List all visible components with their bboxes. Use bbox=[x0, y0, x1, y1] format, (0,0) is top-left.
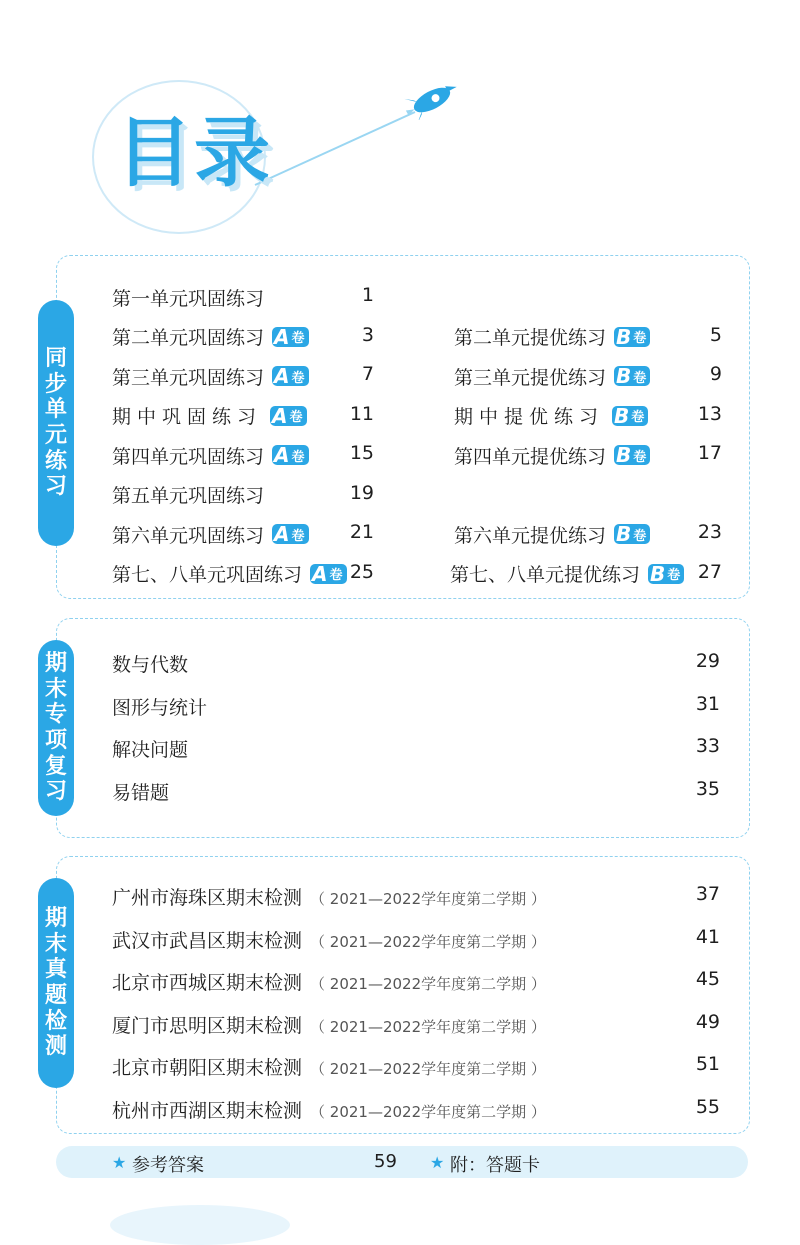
toc-entry[interactable] bbox=[112, 519, 309, 549]
toc-entry-label: 第一单元巩固练习 bbox=[112, 287, 265, 310]
tab-char: 末 bbox=[44, 676, 67, 702]
exam-item-label: 北京市朝阳区期末检测 bbox=[112, 1057, 303, 1080]
volume-letter: B bbox=[650, 561, 666, 586]
toc-entry-page: 13 bbox=[697, 402, 722, 425]
volume-badge bbox=[272, 445, 309, 465]
toc-entry-label: 第五单元巩固练习 bbox=[112, 485, 265, 507]
exam-item[interactable] bbox=[112, 926, 546, 953]
exam-item-page: 45 bbox=[695, 968, 720, 991]
toc-entry[interactable] bbox=[112, 322, 309, 352]
exam-item[interactable] bbox=[112, 1011, 546, 1038]
toc-entry-label: 第二单元巩固练习 bbox=[112, 327, 265, 349]
toc-entry-label: 期中提优练习 bbox=[454, 406, 605, 428]
volume-letter: A bbox=[312, 561, 328, 586]
volume-badge bbox=[648, 561, 684, 586]
volume-letter: B bbox=[614, 403, 630, 428]
volume-badge bbox=[614, 324, 650, 349]
exam-item-term: （ 2021—2022学年度第二学期 ） bbox=[310, 932, 546, 951]
volume-suffix: 卷 bbox=[633, 449, 647, 465]
answers-label[interactable]: 参考答案 bbox=[132, 1155, 204, 1176]
tab-char: 练 bbox=[44, 448, 67, 474]
exam-item-term: （ 2021—2022学年度第二学期 ） bbox=[310, 975, 546, 994]
star-icon: ★ bbox=[430, 1153, 445, 1172]
toc-entry-page: 23 bbox=[697, 521, 722, 543]
review-item-page: 35 bbox=[695, 777, 720, 800]
review-item-page: 31 bbox=[695, 692, 720, 715]
volume-badge bbox=[614, 366, 650, 386]
exam-item-page: 49 bbox=[695, 1010, 720, 1033]
review-item-page: 29 bbox=[695, 650, 720, 672]
tab-char: 测 bbox=[44, 1034, 67, 1060]
review-item[interactable] bbox=[112, 650, 188, 677]
review-item-label: 图形与统计 bbox=[112, 696, 208, 719]
volume-badge bbox=[272, 324, 309, 349]
tab-char: 末 bbox=[44, 931, 67, 957]
toc-entry-page: 25 bbox=[349, 560, 374, 583]
toc-entry-label: 第三单元提优练习 bbox=[454, 366, 607, 389]
review-item-label: 数与代数 bbox=[112, 654, 189, 676]
exam-item-page: 37 bbox=[695, 883, 720, 905]
volume-letter: B bbox=[616, 443, 632, 467]
tab-char: 期 bbox=[44, 906, 67, 932]
answers-page: 59 bbox=[374, 1151, 397, 1172]
exam-item[interactable] bbox=[112, 1096, 546, 1123]
volume-letter: A bbox=[272, 403, 288, 428]
review-item-page: 33 bbox=[695, 735, 720, 757]
toc-entry[interactable] bbox=[454, 440, 650, 470]
tab-char: 题 bbox=[44, 983, 67, 1008]
toc-entry-label: 第四单元巩固练习 bbox=[112, 445, 265, 468]
volume-suffix: 卷 bbox=[633, 370, 647, 386]
volume-badge bbox=[614, 524, 650, 544]
volume-suffix: 卷 bbox=[329, 568, 343, 583]
exam-item-term: （ 2021—2022学年度第二学期 ） bbox=[310, 1017, 546, 1036]
exam-item[interactable] bbox=[112, 883, 546, 910]
toc-entry-page: 7 bbox=[361, 363, 374, 385]
tab-char: 元 bbox=[44, 423, 67, 448]
tab-char: 步 bbox=[44, 371, 67, 397]
review-item-label: 易错题 bbox=[112, 781, 170, 804]
volume-letter: B bbox=[616, 324, 632, 349]
exam-item[interactable] bbox=[112, 1053, 546, 1080]
tab-char: 单 bbox=[44, 397, 67, 423]
toc-entry-page: 27 bbox=[697, 560, 722, 583]
toc-entry[interactable] bbox=[112, 361, 309, 391]
volume-badge bbox=[270, 403, 307, 428]
exam-item-term: （ 2021—2022学年度第二学期 ） bbox=[310, 890, 546, 908]
toc-entry-label: 第七、八单元巩固练习 bbox=[112, 564, 303, 586]
volume-letter: A bbox=[274, 522, 290, 546]
section-tab-special-review bbox=[38, 640, 74, 816]
exam-item-term: （ 2021—2022学年度第二学期 ） bbox=[310, 1103, 546, 1121]
toc-entry-label: 第七、八单元提优练习 bbox=[450, 564, 641, 586]
page-title: 目录 bbox=[116, 108, 272, 197]
star-icon: ★ bbox=[112, 1153, 127, 1172]
exam-item-page: 51 bbox=[695, 1053, 720, 1076]
exam-item-page: 41 bbox=[695, 925, 720, 948]
toc-entry[interactable] bbox=[454, 322, 650, 352]
toc-entry[interactable] bbox=[112, 480, 264, 510]
toc-entry-label: 第二单元提优练习 bbox=[454, 327, 607, 349]
exam-item-label: 北京市西城区期末检测 bbox=[112, 972, 303, 995]
volume-suffix: 卷 bbox=[291, 449, 305, 465]
volume-letter: A bbox=[274, 364, 290, 388]
volume-suffix: 卷 bbox=[291, 370, 305, 386]
volume-suffix: 卷 bbox=[291, 331, 305, 346]
toc-entry[interactable] bbox=[112, 440, 309, 470]
toc-entry-page: 21 bbox=[349, 521, 374, 543]
section-tab-real-exams bbox=[38, 878, 74, 1088]
tab-char: 同 bbox=[44, 346, 67, 372]
toc-entry-page: 3 bbox=[361, 323, 374, 346]
exam-item-label: 广州市海珠区期末检测 bbox=[112, 887, 303, 909]
exam-item-term: （ 2021—2022学年度第二学期 ） bbox=[310, 1060, 546, 1079]
toc-entry-page: 19 bbox=[349, 481, 374, 504]
answer-card-label[interactable]: 附：答题卡 bbox=[450, 1155, 540, 1176]
tab-char: 专 bbox=[44, 702, 67, 728]
tab-char: 检 bbox=[44, 1008, 67, 1034]
section-tab-sync-practice bbox=[38, 300, 74, 546]
exam-item-label: 厦门市思明区期末检测 bbox=[112, 1014, 303, 1037]
tab-char: 习 bbox=[44, 779, 67, 805]
bottom-decor bbox=[110, 1205, 290, 1245]
toc-entry[interactable] bbox=[454, 519, 650, 549]
toc-entry-page: 11 bbox=[349, 402, 374, 425]
toc-entry-page: 15 bbox=[349, 442, 374, 464]
toc-entry-label: 第六单元巩固练习 bbox=[112, 524, 265, 547]
review-item[interactable] bbox=[112, 778, 169, 805]
toc-entry-page: 9 bbox=[709, 363, 722, 385]
exam-item-page: 55 bbox=[695, 1096, 720, 1118]
volume-suffix: 卷 bbox=[667, 568, 681, 583]
tab-char: 复 bbox=[44, 753, 67, 779]
tab-char: 期 bbox=[44, 651, 67, 677]
volume-suffix: 卷 bbox=[633, 528, 647, 544]
exam-item-label: 武汉市武昌区期末检测 bbox=[112, 929, 303, 952]
volume-letter: B bbox=[616, 522, 632, 546]
toc-entry[interactable] bbox=[454, 401, 648, 431]
exam-item[interactable] bbox=[112, 968, 546, 995]
toc-entry-page: 5 bbox=[709, 323, 722, 346]
volume-badge bbox=[272, 524, 309, 544]
volume-suffix: 卷 bbox=[633, 331, 647, 346]
toc-entry[interactable] bbox=[112, 401, 307, 431]
toc-entry-label: 第四单元提优练习 bbox=[454, 445, 607, 468]
toc-entry-label: 第三单元巩固练习 bbox=[112, 366, 265, 389]
review-item-label: 解决问题 bbox=[112, 739, 189, 761]
exam-item-label: 杭州市西湖区期末检测 bbox=[112, 1100, 303, 1122]
toc-entry[interactable] bbox=[450, 559, 684, 589]
volume-badge bbox=[272, 366, 309, 386]
toc-entry[interactable] bbox=[454, 361, 650, 391]
volume-letter: A bbox=[274, 324, 290, 349]
tab-char: 项 bbox=[44, 728, 67, 753]
review-item[interactable] bbox=[112, 735, 188, 762]
volume-suffix: 卷 bbox=[291, 528, 305, 544]
toc-entry-page: 17 bbox=[697, 442, 722, 464]
volume-badge bbox=[612, 403, 648, 428]
toc-entry-page: 1 bbox=[361, 284, 374, 306]
toc-entry[interactable] bbox=[112, 282, 264, 312]
volume-suffix: 卷 bbox=[631, 410, 645, 425]
tab-char: 习 bbox=[44, 474, 67, 500]
tab-char: 真 bbox=[44, 957, 67, 983]
footer-bar bbox=[56, 1146, 748, 1178]
volume-letter: B bbox=[616, 364, 632, 388]
toc-entry-label: 期中巩固练习 bbox=[112, 406, 263, 428]
toc-entry-label: 第六单元提优练习 bbox=[454, 524, 607, 547]
toc-entry[interactable] bbox=[112, 559, 347, 589]
volume-badge bbox=[614, 445, 650, 465]
rocket-icon bbox=[404, 80, 460, 120]
volume-suffix: 卷 bbox=[289, 410, 303, 425]
volume-letter: A bbox=[274, 443, 290, 467]
review-item[interactable] bbox=[112, 693, 207, 720]
